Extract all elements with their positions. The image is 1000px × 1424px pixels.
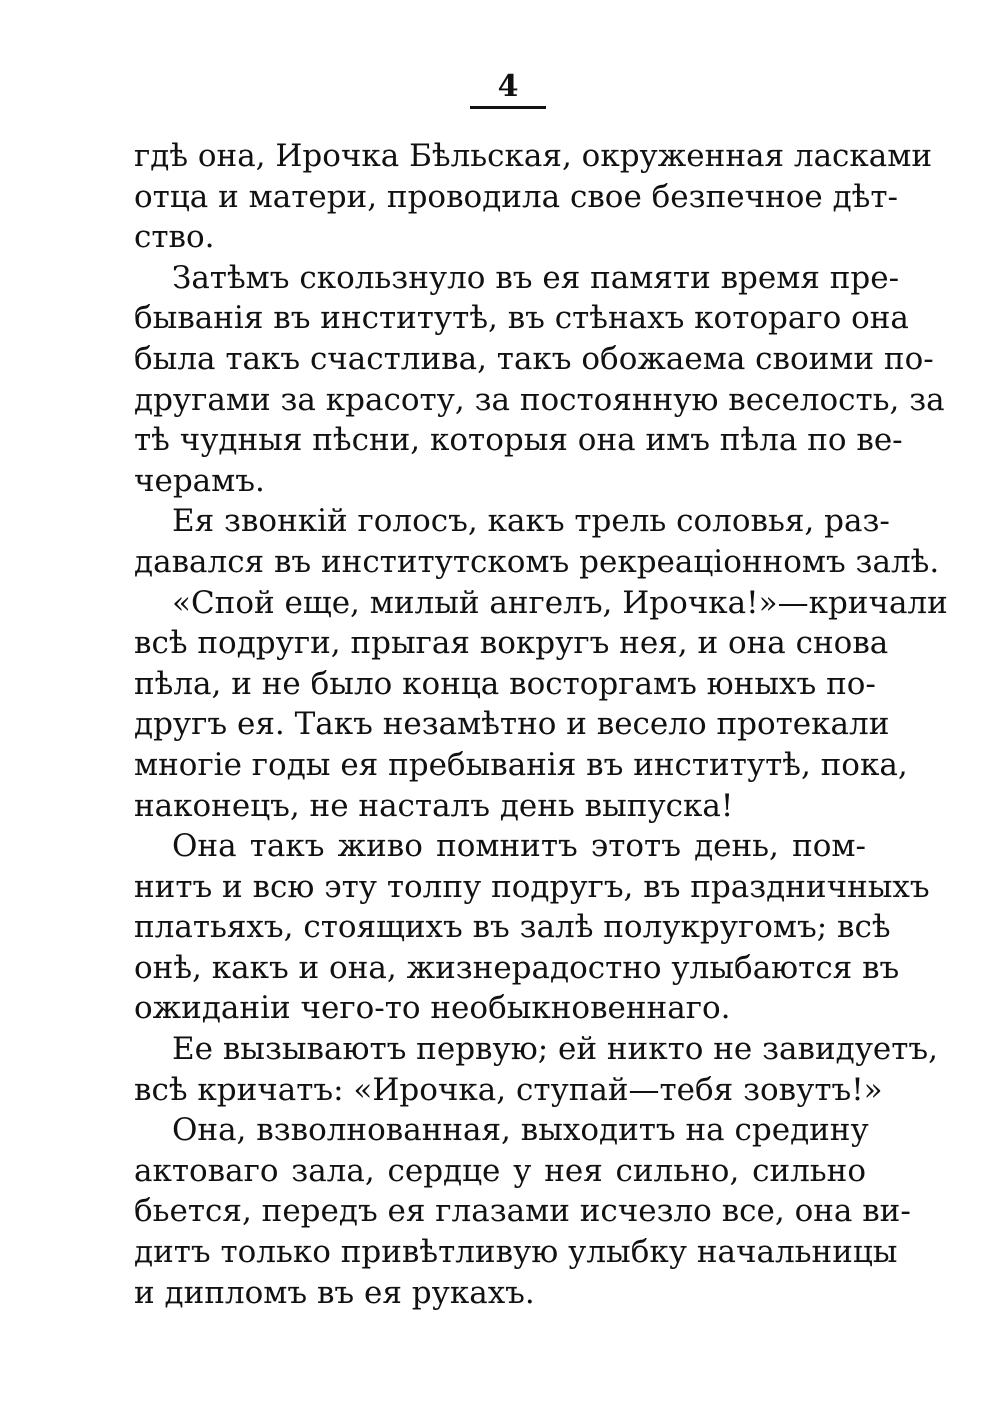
- text-line: Затѣмъ скользнуло въ ея памяти время пре-: [172, 259, 900, 296]
- text-line: ожиданіи чего-то необыкновеннаго.: [134, 990, 731, 1027]
- text-line: отца и матери, проводила свое безпечное дѣт-: [134, 178, 898, 215]
- text-line: наконецъ, не насталъ день выпуска!: [134, 787, 734, 824]
- text-line: актоваго зала, сердце у нея сильно, сильно: [134, 1152, 866, 1189]
- page-number: 4: [470, 70, 546, 109]
- body-text: [134, 136, 948, 1313]
- text-line: давался въ институтскомъ рекреаціонномъ залѣ.: [134, 543, 940, 580]
- text-line: пѣла, и не было конца восторгамъ юныхъ по-: [134, 665, 876, 702]
- text-line: другами за красоту, за постоянную веселость, за: [134, 381, 945, 418]
- text-line: была такъ счастлива, такъ обожаема своими по-: [134, 340, 934, 377]
- text-line: всѣ кричатъ: «Ирочка, ступай—тебя зовутъ!»: [134, 1071, 883, 1108]
- text-line: Ее вызываютъ первую; ей никто не завидуетъ,: [172, 1031, 939, 1068]
- text-line: и дипломъ въ ея рукахъ.: [134, 1274, 535, 1311]
- text-line: другъ ея. Такъ незамѣтно и весело протекали: [134, 706, 890, 743]
- text-line: многіе годы ея пребыванія въ институтѣ, пока,: [134, 746, 908, 783]
- text-line: всѣ подруги, прыгая вокругъ нея, и она снова: [134, 625, 889, 662]
- text-line: бьется, передъ ея глазами исчезло все, она ви-: [134, 1193, 911, 1230]
- text-line: Она, взволнованная, выходитъ на средину: [172, 1112, 869, 1149]
- text-line: черамъ.: [134, 462, 265, 499]
- text-line: «Спой еще, милый ангелъ, Ирочка!»—кричали: [172, 584, 948, 621]
- text-line: платьяхъ, стоящихъ въ залѣ полукругомъ; всѣ: [134, 909, 891, 946]
- text-line: Ея звонкій голосъ, какъ трель соловья, раз-: [172, 503, 890, 540]
- text-line: ство.: [134, 219, 215, 256]
- text-line: Она такъ живо помнитъ этотъ день, пом-: [172, 828, 866, 865]
- text-line: гдѣ она, Ирочка Бѣльская, окруженная ласками: [134, 138, 933, 174]
- text-line: нитъ и всю эту толпу подругъ, въ праздничныхъ: [134, 868, 930, 905]
- text-line: онѣ, какъ и она, жизнерадостно улыбаются въ: [134, 949, 900, 986]
- text-line: быванія въ институтѣ, въ стѣнахъ котораго она: [134, 300, 909, 337]
- text-line: дитъ только привѣтливую улыбку начальницы: [134, 1234, 898, 1271]
- text-line: тѣ чудныя пѣсни, которыя она имъ пѣла по ве-: [134, 422, 903, 459]
